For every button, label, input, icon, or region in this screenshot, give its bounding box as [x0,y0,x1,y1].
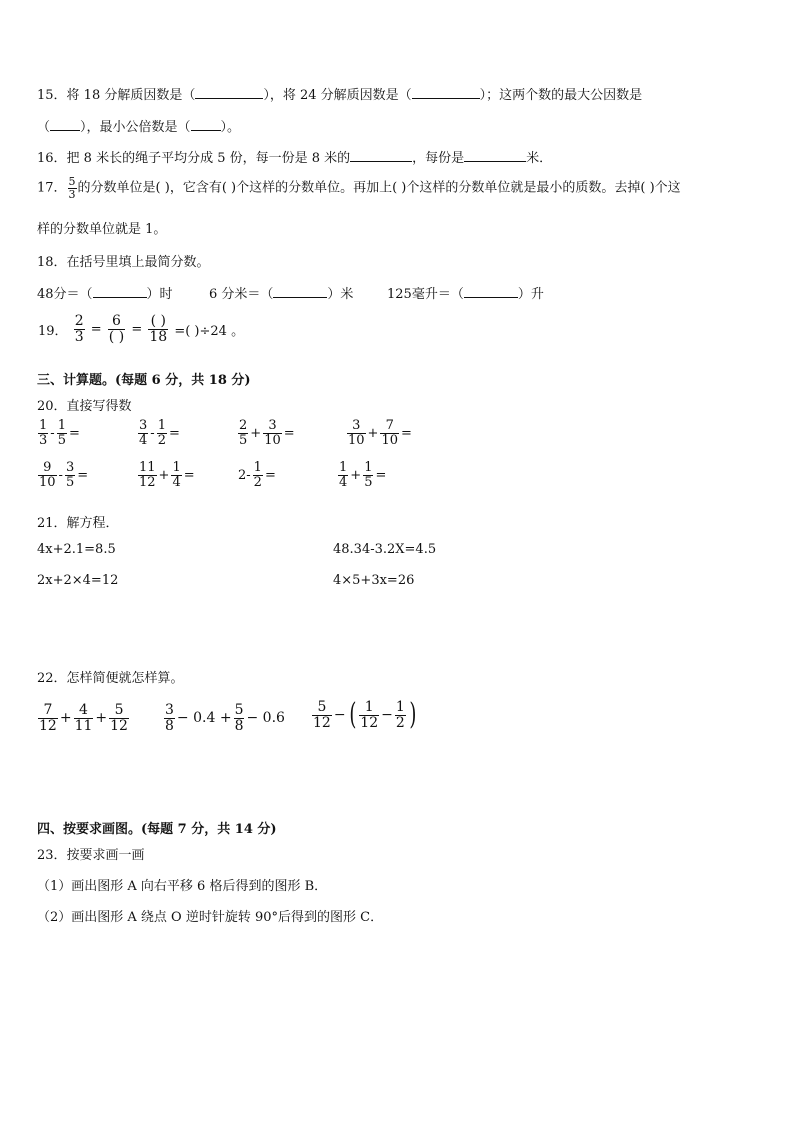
equation-3: 2x+2×4=12 [37,573,119,588]
q22-expression-3: $\frac{5}{12}$ − ( $\frac{1}{12}$ − $\frac{1}{2}$ ) [313,697,417,733]
equation-2: 48.34-3.2X=4.5 [333,542,437,557]
question-17-line-1: 17． $\frac{5}{3}$ 的分数单位是( )，它含有( )个这样的分数单位。再加上( )个这样的分数单位就是最小的质数。去掉( )个这 [37,175,681,201]
question-22-title: 22．怎样简便就怎样算。 [37,671,184,686]
question-23-part-1: （1）画出图形 A 向右平移 6 格后得到的图形 B． [37,879,328,894]
answer-blank[interactable] [93,285,147,298]
answer-blank[interactable] [350,149,412,162]
equation-1: 4x+2.1=8.5 [37,542,116,557]
answer-blank[interactable] [195,86,263,99]
answer-blank[interactable] [412,86,480,99]
q20-row1-item4: $\frac{3}{10}$ + $\frac{7}{10}$ = [348,418,412,448]
q20-row2-item2: $\frac{11}{12}$ + $\frac{1}{4}$ = [139,460,195,490]
question-23-part-2: （2）画出图形 A 绕点 O 逆时针旋转 90°后得到的图形 C． [37,910,384,925]
answer-blank[interactable] [50,118,80,131]
question-16: 16．把 8 米长的绳子平均分成 5 份，每一份是 8 米的 ，每份是 米． [37,151,553,166]
question-18-item-a: 48分＝（ ）时 [37,287,173,302]
equation-4: 4×5+3x=26 [333,573,415,588]
q20-row2-item4: $\frac{1}{4}$ + $\frac{1}{5}$ = [339,460,387,490]
q20-row1-item1: $\frac{1}{3}$ - $\frac{1}{5}$ = [39,418,80,448]
question-15-line-2: （ ），最小公倍数是（ ）。 [37,120,241,135]
question-18-item-c: 125毫升＝（ ）升 [387,287,544,302]
question-18-title: 18．在括号里填上最简分数。 [37,255,210,270]
fraction-blank-numerator[interactable]: $\frac{( )}{18}$ [149,313,168,345]
section-4-heading: 四、按要求画图。(每题 7 分，共 14 分) [37,822,277,837]
question-15-line-1: 15．将 18 分解质因数是（ ），将 24 分解质因数是（ ）；这两个数的最大公因数是 [37,88,643,103]
fraction: $\frac{2}{3}$ [74,313,84,345]
answer-blank[interactable] [191,118,221,131]
question-21-title: 21．解方程． [37,516,119,531]
section-3-heading: 三、计算题。(每题 6 分，共 18 分) [37,373,251,388]
q20-row1-item3: $\frac{2}{5}$ + $\frac{3}{10}$ = [239,418,295,448]
answer-blank[interactable] [273,285,327,298]
question-23-title: 23．按要求画一画 [37,848,145,863]
question-18-item-b: 6 分米＝（ ）米 [209,287,354,302]
question-17-line-2: 样的分数单位就是 1。 [37,222,167,237]
answer-blank[interactable] [464,285,518,298]
fraction: $\frac{5}{3}$ [68,175,76,201]
q20-row1-item2: $\frac{3}{4}$ - $\frac{1}{2}$ = [139,418,180,448]
q22-expression-2: $\frac{3}{8}$ − 0.4 + $\frac{5}{8}$ − 0.6 [165,702,285,734]
question-19: 19． $\frac{2}{3}$ = $\frac{6}{( )}$ = $\frac{( )}{18}$ =( )÷24 。 [38,313,245,345]
q22-expression-1: $\frac{7}{12}$ + $\frac{4}{11}$ + $\frac{5}{12}$ [39,702,128,734]
question-20-title: 20．直接写得数 [37,399,132,414]
q20-row2-item1: $\frac{9}{10}$ - $\frac{3}{5}$ = [39,460,89,490]
answer-blank[interactable] [464,149,526,162]
fraction-blank-denominator[interactable]: $\frac{6}{( )}$ [108,313,125,345]
q20-row2-item3: 2- $\frac{1}{2}$ = [238,460,276,490]
